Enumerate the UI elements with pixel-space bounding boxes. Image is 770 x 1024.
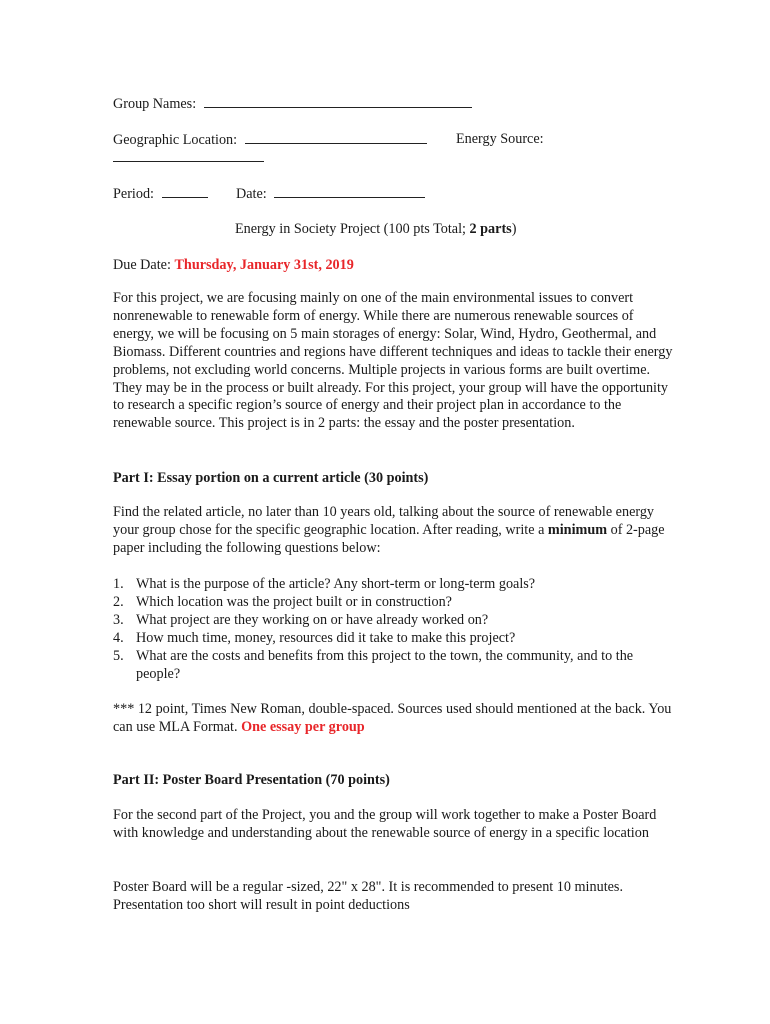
question-list xyxy=(113,576,673,683)
due-date-row xyxy=(113,256,354,274)
due-date-label: Due Date: xyxy=(113,257,175,273)
question-text: Which location was the project built or in construction? xyxy=(136,593,452,610)
group-names-row xyxy=(113,94,472,113)
question-item xyxy=(113,594,673,612)
question-number: 5. xyxy=(113,647,124,664)
title-suffix: ) xyxy=(511,221,517,237)
energy-source-row xyxy=(456,130,544,148)
question-number: 1. xyxy=(113,576,124,592)
date-label: Date: xyxy=(236,186,267,202)
date-blank[interactable] xyxy=(274,184,425,198)
title-text: Energy in Society Project (100 pts Total; xyxy=(235,221,470,237)
question-item xyxy=(113,576,673,594)
energy-source-label: Energy Source: xyxy=(456,131,544,147)
intro-paragraph: For this project, we are focusing mainly on one of the main environmental issues to convert nonrenewable to renewable form of energy. While there are numerous renewable sources of energy, we will be focusing on 5 main storages of energy: Solar, Wind, Hydro, Geothermal, and Biomass. Different countries and regions have different techniques and ideas to tackle their energy problems, not excluding world concerns. Multiple projects in various forms are built overtime. They may be in the process or built already. For this project, your group will have the opportunity to research a specific region’s source of energy and their project plan in accordance to the renewable source. This project is in 2 parts: the essay and the poster presentation. xyxy=(113,290,673,432)
part2-heading: Part II: Poster Board Presentation (70 points) xyxy=(113,772,390,788)
question-item xyxy=(113,648,673,684)
geographic-location-blank[interactable] xyxy=(245,130,427,144)
energy-source-blank-row xyxy=(113,148,264,167)
part1-body xyxy=(113,504,673,558)
question-item xyxy=(113,612,673,630)
energy-source-blank[interactable] xyxy=(113,148,264,162)
question-text: How much time, money, resources did it take to make this project? xyxy=(136,629,516,646)
poster-size-note: Poster Board will be a regular -sized, 22" x 28". It is recommended to present 10 minutes. Presentation too short will result in point deductions xyxy=(113,879,623,913)
question-text: What is the purpose of the article? Any short-term or long-term goals? xyxy=(136,576,536,592)
geographic-location-label: Geographic Location: xyxy=(113,132,238,148)
question-text: What are the costs and benefits from this project to the town, the community, and to the people? xyxy=(136,647,634,682)
part1-body-text: Find the related article, no later than 10 years old, talking about the source of renewable energy your group chose for the specific geographic location. After reading, write a xyxy=(113,504,655,538)
part1-heading: Part I: Essay portion on a current article (30 points) xyxy=(113,470,429,486)
period-row xyxy=(113,184,208,203)
question-number: 3. xyxy=(113,611,124,628)
question-text: What project are they working on or have already worked on? xyxy=(136,611,489,628)
date-row xyxy=(236,184,425,203)
period-blank[interactable] xyxy=(162,184,208,198)
project-title xyxy=(235,220,516,238)
question-number: 4. xyxy=(113,629,124,646)
group-names-label: Group Names: xyxy=(113,96,197,112)
format-note xyxy=(113,701,673,737)
part1-body-text-end: of 2-page paper including the following questions below: xyxy=(113,521,665,556)
part1-body-minimum: minimum xyxy=(547,521,608,538)
question-number: 2. xyxy=(113,593,124,610)
group-names-blank[interactable] xyxy=(204,94,472,108)
question-item xyxy=(113,630,673,648)
due-date-value: Thursday, January 31st, 2019 xyxy=(174,257,354,273)
part2-body: For the second part of the Project, you and the group will work together to make a Poster Board with knowledge and understanding about the renewable source of energy in a specific location xyxy=(113,807,657,841)
period-label: Period: xyxy=(113,186,154,202)
title-parts: 2 parts xyxy=(469,221,512,237)
geographic-location-row xyxy=(113,130,427,149)
one-essay-note: One essay per group xyxy=(241,718,365,735)
format-note-text: *** 12 point, Times New Roman, double-spaced. Sources used should mentioned at the back. You can use MLA Format. xyxy=(113,701,672,735)
